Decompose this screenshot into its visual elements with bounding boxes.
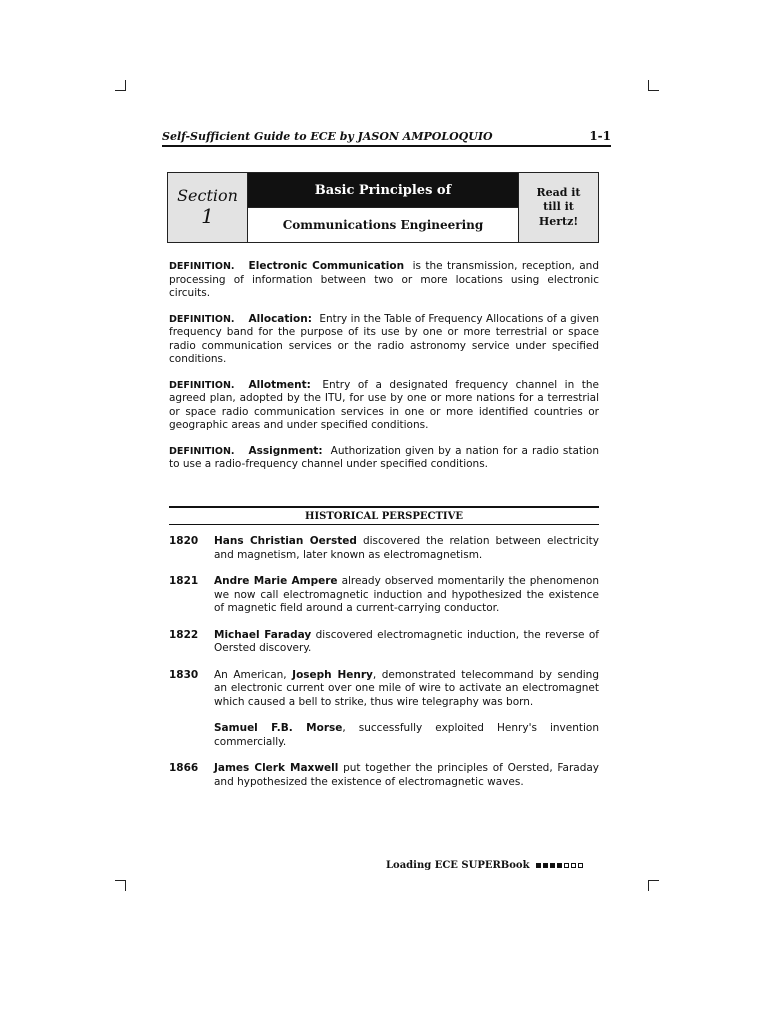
entry-name: James Clerk Maxwell [214, 762, 339, 774]
definition-term: Allotment: [248, 378, 311, 391]
definition-text: Authorization given by a nation for a radio station to use a radio-frequency channel under specified conditions. [169, 444, 599, 470]
entry-name: Joseph Henry [292, 668, 373, 681]
timeline-entry [169, 575, 599, 616]
tagline-line: Hertz! [538, 214, 579, 228]
entry-name: Samuel F.B. Morse [214, 722, 343, 734]
timeline-entry [169, 669, 599, 710]
entry-body: , demonstrated telecommand by sending an electronic current over one mile of wire to activate an electromagnet which caused a bell to strike, thus wire telegraphy was born. [214, 668, 599, 708]
progress-square-empty [564, 863, 569, 868]
entry-year: 1830 [169, 668, 199, 681]
entry-body: discovered the relation between electricity and magnetism, later known as electromagnetism. [214, 535, 599, 561]
page-footer [386, 858, 608, 872]
definition-text: is the transmission, reception, and processing of information between two or more locations using electronic circuits. [169, 260, 600, 299]
timeline-entry [169, 762, 599, 789]
definition-term: Electronic Communication [248, 260, 405, 272]
entry-text [214, 629, 599, 656]
entry-text [214, 575, 599, 616]
entry-year: 1822 [169, 628, 199, 641]
entry-text [214, 669, 599, 710]
progress-square-empty [578, 863, 583, 868]
tagline-line: Read it [536, 186, 581, 200]
section-title [248, 173, 518, 242]
definition [169, 260, 599, 301]
section-number: 1 [201, 204, 214, 229]
page-number: 1-1 [589, 129, 611, 143]
entry-name: Andre Marie Ampere [214, 575, 338, 587]
entry-text [214, 535, 599, 562]
timeline-entry [169, 722, 599, 749]
entry-name: Michael Faraday [214, 628, 312, 641]
crop-mark-top-right [648, 80, 659, 91]
progress-square-filled [536, 863, 541, 868]
history-title: HISTORICAL PERSPECTIVE [169, 506, 599, 525]
entry-text [214, 722, 599, 749]
progress-square-filled [550, 863, 555, 868]
crop-mark-top-left [115, 80, 126, 91]
book-title: Self-Sufficient Guide to ECE by JASON AMPOLOQUIO [162, 129, 493, 143]
entry-body: , successfully exploited Henry's invention commercially. [214, 722, 599, 748]
entry-body: put together the principles of Oersted, Faraday and hypothesized the existence of electromagnetic waves. [214, 762, 600, 788]
definition-term: Assignment: [248, 444, 323, 457]
crop-mark-bottom-right [648, 880, 659, 891]
tagline [518, 173, 598, 242]
definition-term: Allocation: [248, 312, 312, 325]
entry-year: 1820 [169, 535, 199, 547]
section-word: Section [177, 185, 238, 205]
progress-square-filled [557, 863, 562, 868]
progress-square-filled [543, 863, 548, 868]
definition-text: Entry of a designated frequency channel in the agreed plan, adopted by the ITU, for use by one or more nations for a terrestrial or space radio communication services in one or more identified countries or geographic areas and under specified conditions. [169, 378, 599, 431]
definition-label: DEFINITION. [169, 379, 235, 391]
entry-year [169, 722, 214, 749]
footer-text: Loading ECE SUPERBook [386, 859, 530, 871]
section-title-line1: Basic Principles of [248, 173, 518, 207]
definition [169, 445, 599, 472]
definition-label: DEFINITION. [169, 261, 235, 272]
timeline-entry [169, 629, 599, 656]
entry-text [214, 762, 599, 789]
definition-label: DEFINITION. [169, 313, 235, 325]
entry-name: Hans Christian Oersted [214, 535, 357, 547]
progress-square-empty [571, 863, 576, 868]
definition [169, 313, 599, 367]
history-timeline [169, 535, 599, 802]
crop-mark-bottom-left [115, 880, 126, 891]
entry-year: 1821 [169, 575, 199, 587]
loading-progress [534, 860, 583, 871]
section-banner [167, 172, 599, 243]
entry-body: discovered electromagnetic induction, the reverse of Oersted discovery. [214, 628, 599, 654]
definition-text: Entry in the Table of Frequency Allocations of a given frequency band for the purpose of its use by one or more terrestrial or space radio communication services or the radio astronomy service under specified conditions. [169, 312, 599, 365]
definition [169, 379, 599, 433]
section-title-line2: Communications Engineering [248, 207, 518, 242]
entry-prefix: An American, [214, 668, 287, 681]
timeline-entry [169, 535, 599, 562]
tagline-line: till it [543, 200, 574, 214]
section-label [168, 173, 248, 242]
entry-body: already observed momentarily the phenomenon we now call electromagnetic induction and hypothesized the existence of magnetic field around a current-carrying conductor. [214, 575, 599, 614]
entry-year: 1866 [169, 762, 199, 774]
definition-label: DEFINITION. [169, 445, 235, 457]
definitions [169, 260, 599, 484]
page-header [162, 127, 611, 147]
